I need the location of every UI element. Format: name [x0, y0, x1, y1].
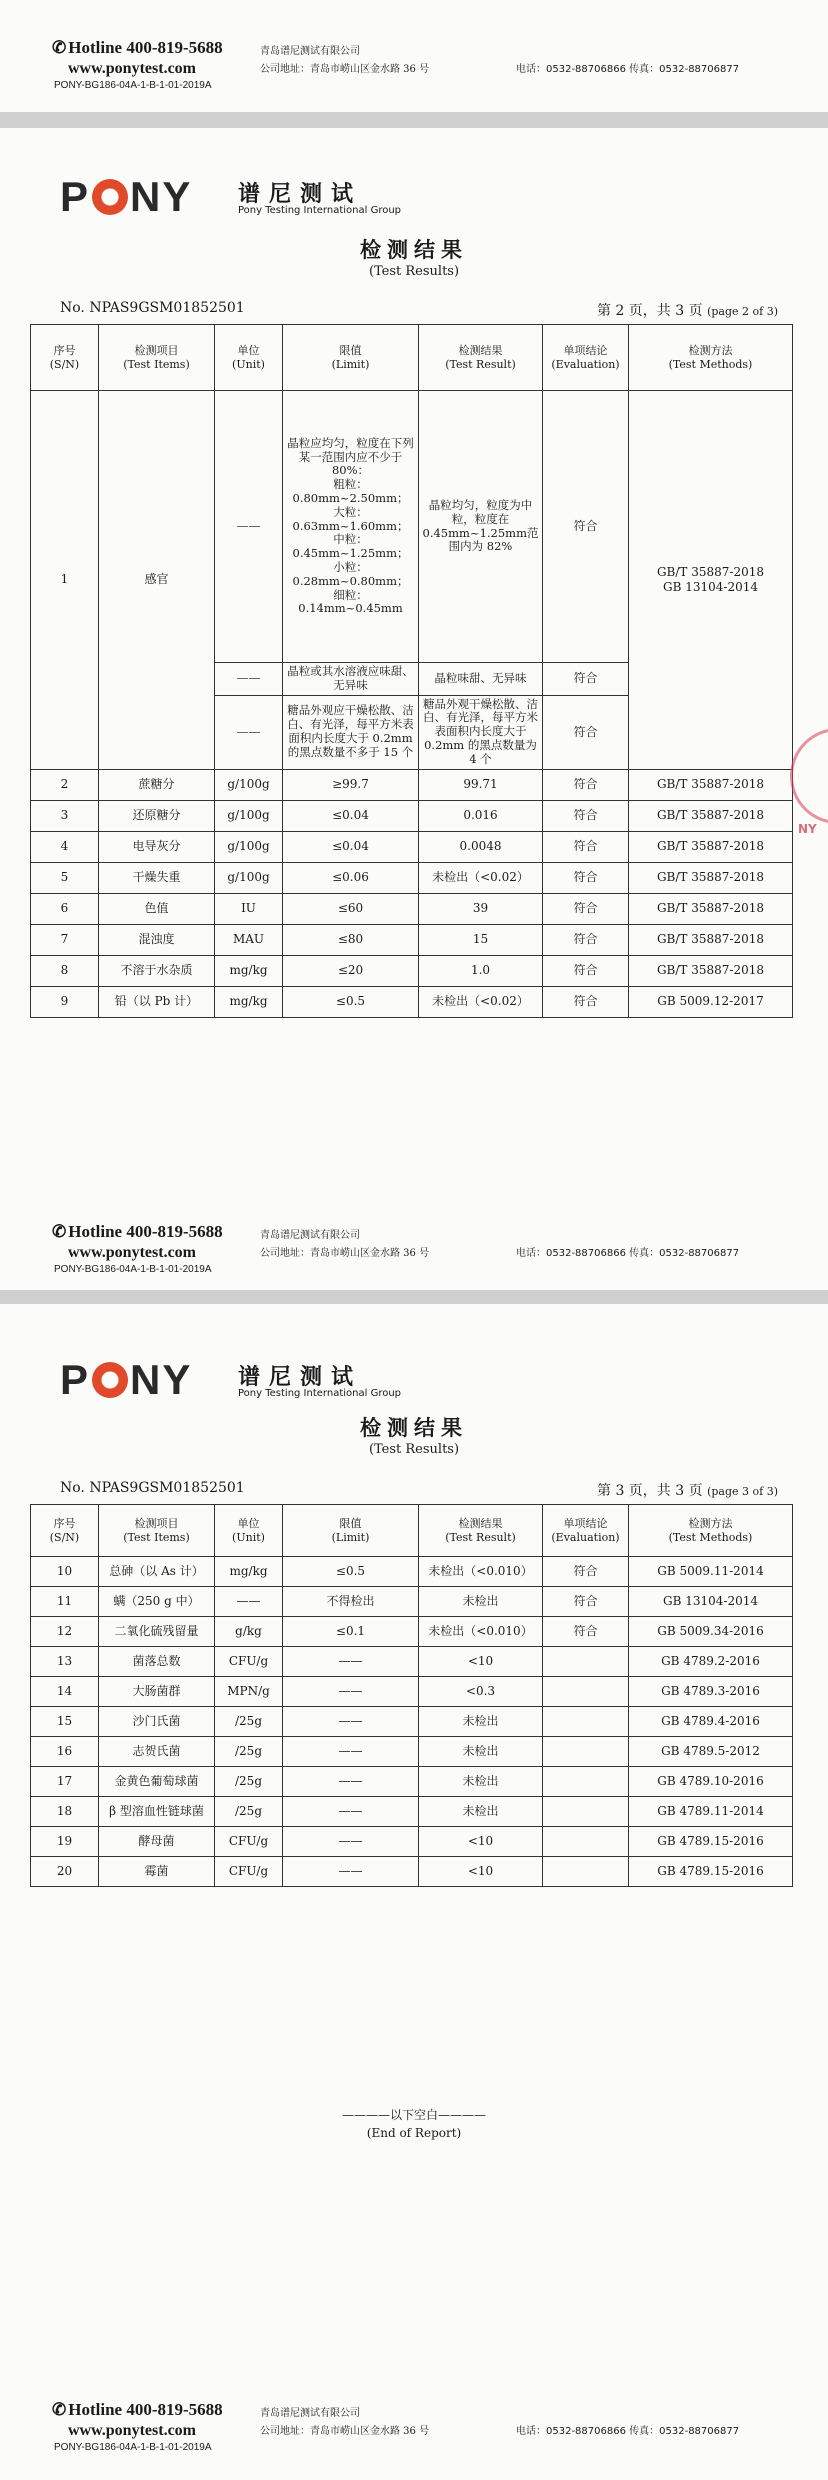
- row-evaluation: 符合: [543, 391, 629, 663]
- row-sn: 11: [31, 1587, 99, 1617]
- logo-o-icon: [92, 179, 128, 215]
- footer-company: 青岛谱尼测试有限公司: [260, 1230, 360, 1241]
- row-eval: [543, 1677, 629, 1707]
- row-method: GB/T 35887-2018: [629, 800, 793, 831]
- row-eval: 符合: [543, 862, 629, 893]
- row-sn: 18: [31, 1797, 99, 1827]
- row-item: 干燥失重: [99, 862, 215, 893]
- row-item: 霉菌: [99, 1857, 215, 1887]
- row-method: GB/T 35887-2018: [629, 893, 793, 924]
- row-item: 蔗糖分: [99, 769, 215, 800]
- row-sn: 7: [31, 924, 99, 955]
- row-result: 未检出: [419, 1737, 543, 1767]
- row-result: 未检出: [419, 1767, 543, 1797]
- footer-company: 青岛谱尼测试有限公司: [260, 46, 360, 57]
- row-sn: 17: [31, 1767, 99, 1797]
- footer-website[interactable]: www.ponytest.com: [68, 60, 196, 77]
- row-method: GB 5009.34-2016: [629, 1617, 793, 1647]
- row-result: 0.016: [419, 800, 543, 831]
- row-result: 糖品外观干燥松散、洁白、有光泽，每平方米表面积内长度大于 0.2mm 的黑点数量为 4 个: [419, 695, 543, 769]
- col-sn-header: 序号 (S/N): [31, 1505, 99, 1557]
- table-row: [31, 1647, 793, 1677]
- row-method: GB 4789.5-2012: [629, 1737, 793, 1767]
- row-sn: 15: [31, 1707, 99, 1737]
- logo-o-icon: [92, 1362, 128, 1398]
- footer-tel: 电话：0532-88706866 传真：0532-88706877: [516, 64, 740, 75]
- table-row: [31, 831, 793, 862]
- results-table-page-3: [30, 1504, 793, 1887]
- col-sn-header: 序号 (S/N): [31, 325, 99, 391]
- report-title-cn: 检测结果: [360, 238, 468, 262]
- row-result: 未检出: [419, 1797, 543, 1827]
- table-row: [31, 800, 793, 831]
- row-unit: g/100g: [215, 800, 283, 831]
- footer-website[interactable]: www.ponytest.com: [68, 2422, 196, 2439]
- row-method: GB 13104-2014: [629, 1587, 793, 1617]
- col-test-methods-header: 检测方法 (Test Methods): [629, 325, 793, 391]
- row-unit: mg/kg: [215, 955, 283, 986]
- row-method: GB/T 35887-2018 GB 13104-2014: [629, 391, 793, 770]
- report-number: No. NPAS9GSM01852501: [60, 1480, 245, 1496]
- row-sn: 3: [31, 800, 99, 831]
- table-row: [31, 893, 793, 924]
- row-unit: ——: [215, 1587, 283, 1617]
- footer-code: PONY-BG186-04A-1-B-1-01-2019A: [54, 1264, 212, 1275]
- row-result: <10: [419, 1857, 543, 1887]
- row-eval: [543, 1767, 629, 1797]
- logo-brand: P NY: [60, 173, 193, 220]
- row-limit: ——: [283, 1707, 419, 1737]
- row-result: 未检出（<0.02）: [419, 862, 543, 893]
- table-row: [31, 1767, 793, 1797]
- footer-code: PONY-BG186-04A-1-B-1-01-2019A: [54, 80, 212, 91]
- row-limit: ≥99.7: [283, 769, 419, 800]
- footer-hotline: ✆ Hotline 400-819-5688: [52, 38, 223, 57]
- footer-code: PONY-BG186-04A-1-B-1-01-2019A: [54, 2442, 212, 2453]
- row-limit: ≤80: [283, 924, 419, 955]
- row-unit: ——: [215, 663, 283, 696]
- row-sn: 5: [31, 862, 99, 893]
- row-method: GB/T 35887-2018: [629, 955, 793, 986]
- row-limit: ——: [283, 1797, 419, 1827]
- results-table-page-2: [30, 324, 793, 1018]
- row-unit: g/kg: [215, 1617, 283, 1647]
- row-evaluation: 符合: [543, 663, 629, 696]
- row-eval: 符合: [543, 893, 629, 924]
- row-unit: MAU: [215, 924, 283, 955]
- logo-brand: P NY: [60, 1356, 193, 1403]
- row-sn: 2: [31, 769, 99, 800]
- phone-mark-icon: ✆: [52, 2400, 67, 2419]
- row-limit: ≤0.04: [283, 800, 419, 831]
- table-row: [31, 1587, 793, 1617]
- table-row: [31, 955, 793, 986]
- row-item: 电导灰分: [99, 831, 215, 862]
- col-test-methods-header: 检测方法 (Test Methods): [629, 1505, 793, 1557]
- row-unit: /25g: [215, 1767, 283, 1797]
- logo-cn: 谱尼测试: [238, 1365, 363, 1390]
- row-item: 二氧化硫残留量: [99, 1617, 215, 1647]
- row-unit: CFU/g: [215, 1647, 283, 1677]
- page-1-tail: [0, 0, 828, 112]
- row-item: 不溶于水杂质: [99, 955, 215, 986]
- row-result: 晶粒均匀，粒度为中粒，粒度在0.45mm~1.25mm范围内为 82%: [419, 391, 543, 663]
- row-unit: ——: [215, 391, 283, 663]
- row-limit: ≤0.1: [283, 1617, 419, 1647]
- phone-mark-icon: ✆: [52, 1222, 67, 1241]
- row-unit: g/100g: [215, 862, 283, 893]
- row-result: 未检出（<0.010）: [419, 1557, 543, 1587]
- row-method: GB/T 35887-2018: [629, 769, 793, 800]
- row-eval: [543, 1737, 629, 1767]
- row-limit: 晶粒或其水溶液应味甜、无异味: [283, 663, 419, 696]
- row-limit: ——: [283, 1647, 419, 1677]
- row-result: 99.71: [419, 769, 543, 800]
- report-number: No. NPAS9GSM01852501: [60, 300, 245, 316]
- page-3: [0, 1304, 828, 2480]
- table-row: [31, 1617, 793, 1647]
- row-method: GB/T 35887-2018: [629, 862, 793, 893]
- row-unit: CFU/g: [215, 1827, 283, 1857]
- row-eval: [543, 1647, 629, 1677]
- footer-hotline: ✆ Hotline 400-819-5688: [52, 2400, 223, 2419]
- row-item: 菌落总数: [99, 1647, 215, 1677]
- row-method: GB 4789.3-2016: [629, 1677, 793, 1707]
- row-result: 1.0: [419, 955, 543, 986]
- seal-text: NY: [798, 822, 817, 836]
- row-method: GB 4789.11-2014: [629, 1797, 793, 1827]
- row-result: 15: [419, 924, 543, 955]
- row-sn: 9: [31, 986, 99, 1017]
- row-sn: 19: [31, 1827, 99, 1857]
- row-unit: /25g: [215, 1797, 283, 1827]
- page-2: [0, 128, 828, 1290]
- row-method: GB 4789.15-2016: [629, 1827, 793, 1857]
- row-sn: 12: [31, 1617, 99, 1647]
- row-result: <10: [419, 1827, 543, 1857]
- row-limit: ≤20: [283, 955, 419, 986]
- row-sn: 1: [31, 391, 99, 770]
- row-sn: 16: [31, 1737, 99, 1767]
- footer-website[interactable]: www.ponytest.com: [68, 1244, 196, 1261]
- row-sn: 14: [31, 1677, 99, 1707]
- footer-tel: 电话：0532-88706866 传真：0532-88706877: [516, 2426, 740, 2437]
- row-result: 晶粒味甜、无异味: [419, 663, 543, 696]
- col-unit-header: 单位 (Unit): [215, 1505, 283, 1557]
- row-unit: /25g: [215, 1737, 283, 1767]
- report-title-en: (Test Results): [368, 1442, 460, 1457]
- footer-address: 公司地址：青岛市崂山区金水路 36 号: [260, 64, 430, 75]
- row-method: GB/T 35887-2018: [629, 831, 793, 862]
- logo-en: Pony Testing International Group: [238, 1388, 402, 1399]
- row-eval: 符合: [543, 831, 629, 862]
- row-result: 39: [419, 893, 543, 924]
- end-of-report-en: (End of Report): [366, 2126, 462, 2140]
- table-row: [31, 924, 793, 955]
- row-item: 总砷（以 As 计）: [99, 1557, 215, 1587]
- row-eval: 符合: [543, 924, 629, 955]
- footer-address: 公司地址：青岛市崂山区金水路 36 号: [260, 2426, 430, 2437]
- row-item: β 型溶血性链球菌: [99, 1797, 215, 1827]
- row-method: GB/T 35887-2018: [629, 924, 793, 955]
- row-item: 感官: [99, 391, 215, 770]
- pony-logo: [60, 173, 580, 223]
- row-item: 混浊度: [99, 924, 215, 955]
- row-eval: [543, 1707, 629, 1737]
- red-seal-stamp: [790, 728, 828, 824]
- row-result: <10: [419, 1647, 543, 1677]
- row-method: GB 4789.15-2016: [629, 1857, 793, 1887]
- row-sn: 20: [31, 1857, 99, 1887]
- page-footer: [44, 2400, 798, 2462]
- row-sn: 8: [31, 955, 99, 986]
- page-number: 第 3 页，共 3 页 (page 3 of 3): [597, 1483, 778, 1499]
- row-method: GB 5009.11-2014: [629, 1557, 793, 1587]
- row-eval: 符合: [543, 955, 629, 986]
- page-footer: [44, 38, 798, 100]
- row-limit: ≤0.06: [283, 862, 419, 893]
- row-result: <0.3: [419, 1677, 543, 1707]
- row-method: GB 5009.12-2017: [629, 986, 793, 1017]
- pony-logo: [60, 1356, 580, 1406]
- end-of-report-cn: ————以下空白————: [341, 2108, 486, 2122]
- row-item: 螨（250 g 中）: [99, 1587, 215, 1617]
- row-eval: [543, 1827, 629, 1857]
- table-row: [31, 1797, 793, 1827]
- row-limit: 糖品外观应干燥松散、洁白、有光泽，每平方米表面积内长度大于 0.2mm 的黑点数量不多于 15 个: [283, 695, 419, 769]
- page-number: 第 2 页，共 3 页 (page 2 of 3): [597, 303, 778, 319]
- col-limit-header: 限值 (Limit): [283, 1505, 419, 1557]
- phone-mark-icon: ✆: [52, 38, 67, 57]
- footer-tel: 电话：0532-88706866 传真：0532-88706877: [516, 1248, 740, 1259]
- row-unit: g/100g: [215, 769, 283, 800]
- table-row: [31, 862, 793, 893]
- row-eval: 符合: [543, 800, 629, 831]
- row-unit: MPN/g: [215, 1677, 283, 1707]
- col-evaluation-header: 单项结论 (Evaluation): [543, 325, 629, 391]
- row-result: 未检出（<0.010）: [419, 1617, 543, 1647]
- row-item: 大肠菌群: [99, 1677, 215, 1707]
- row-result: 未检出: [419, 1587, 543, 1617]
- row-limit: 不得检出: [283, 1587, 419, 1617]
- row-limit: ——: [283, 1677, 419, 1707]
- footer-hotline: ✆ Hotline 400-819-5688: [52, 1222, 223, 1241]
- row-item: 还原糖分: [99, 800, 215, 831]
- row-limit: ≤0.04: [283, 831, 419, 862]
- row-sn: 13: [31, 1647, 99, 1677]
- row-unit: /25g: [215, 1707, 283, 1737]
- row-item: 铅（以 Pb 计）: [99, 986, 215, 1017]
- row-unit: IU: [215, 893, 283, 924]
- table-header-row: [31, 1505, 793, 1557]
- row-method: GB 4789.10-2016: [629, 1767, 793, 1797]
- table-row: [31, 1677, 793, 1707]
- row-eval: 符合: [543, 986, 629, 1017]
- table-row: [31, 1857, 793, 1887]
- row-unit: g/100g: [215, 831, 283, 862]
- row-sn: 4: [31, 831, 99, 862]
- row-limit: ——: [283, 1767, 419, 1797]
- logo-en: Pony Testing International Group: [238, 205, 402, 216]
- row-limit: ≤0.5: [283, 1557, 419, 1587]
- row-unit: mg/kg: [215, 986, 283, 1017]
- row-eval: 符合: [543, 1557, 629, 1587]
- row-sn: 6: [31, 893, 99, 924]
- col-test-items-header: 检测项目 (Test Items): [99, 325, 215, 391]
- col-test-items-header: 检测项目 (Test Items): [99, 1505, 215, 1557]
- row-evaluation: 符合: [543, 695, 629, 769]
- table-header-row: [31, 325, 793, 391]
- row-item: 色值: [99, 893, 215, 924]
- row-limit: ——: [283, 1857, 419, 1887]
- row-eval: 符合: [543, 769, 629, 800]
- row-eval: [543, 1857, 629, 1887]
- table-row: [31, 1557, 793, 1587]
- col-test-result-header: 检测结果 (Test Result): [419, 1505, 543, 1557]
- col-unit-header: 单位 (Unit): [215, 325, 283, 391]
- row-item: 金黄色葡萄球菌: [99, 1767, 215, 1797]
- row-sn: 10: [31, 1557, 99, 1587]
- logo-cn: 谱尼测试: [238, 182, 363, 207]
- row-method: GB 4789.4-2016: [629, 1707, 793, 1737]
- col-evaluation-header: 单项结论 (Evaluation): [543, 1505, 629, 1557]
- row-result: 未检出: [419, 1707, 543, 1737]
- row-result: 未检出（<0.02）: [419, 986, 543, 1017]
- row-item: 沙门氏菌: [99, 1707, 215, 1737]
- table-row: [31, 769, 793, 800]
- row-unit: CFU/g: [215, 1857, 283, 1887]
- col-test-result-header: 检测结果 (Test Result): [419, 325, 543, 391]
- row-limit: 晶粒应均匀，粒度在下列某一范围内应不少于 80%： 粗粒：0.80mm~2.50mm； 大粒：0.63mm~1.60mm； 中粒：0.45mm~1.25mm； 小粒：0.28mm~0.80mm； 细粒：0.14mm~0.45mm: [283, 391, 419, 663]
- table-row: [31, 1827, 793, 1857]
- row-eval: [543, 1797, 629, 1827]
- row-unit: ——: [215, 695, 283, 769]
- page-footer: [44, 1222, 798, 1284]
- row-unit: mg/kg: [215, 1557, 283, 1587]
- report-title-en: (Test Results): [368, 264, 460, 279]
- table-row: [31, 1707, 793, 1737]
- footer-company: 青岛谱尼测试有限公司: [260, 2408, 360, 2419]
- row-limit: ≤60: [283, 893, 419, 924]
- footer-address: 公司地址：青岛市崂山区金水路 36 号: [260, 1248, 430, 1259]
- row-item: 酵母菌: [99, 1827, 215, 1857]
- row-method: GB 4789.2-2016: [629, 1647, 793, 1677]
- row-eval: 符合: [543, 1587, 629, 1617]
- row-limit: ≤0.5: [283, 986, 419, 1017]
- report-title-cn: 检测结果: [360, 1416, 468, 1440]
- table-row: [31, 1737, 793, 1767]
- row-eval: 符合: [543, 1617, 629, 1647]
- row-limit: ——: [283, 1737, 419, 1767]
- row-limit: ——: [283, 1827, 419, 1857]
- row-result: 0.0048: [419, 831, 543, 862]
- row-item: 志贺氏菌: [99, 1737, 215, 1767]
- table-row: [31, 986, 793, 1017]
- col-limit-header: 限值 (Limit): [283, 325, 419, 391]
- table-row: [31, 391, 793, 663]
